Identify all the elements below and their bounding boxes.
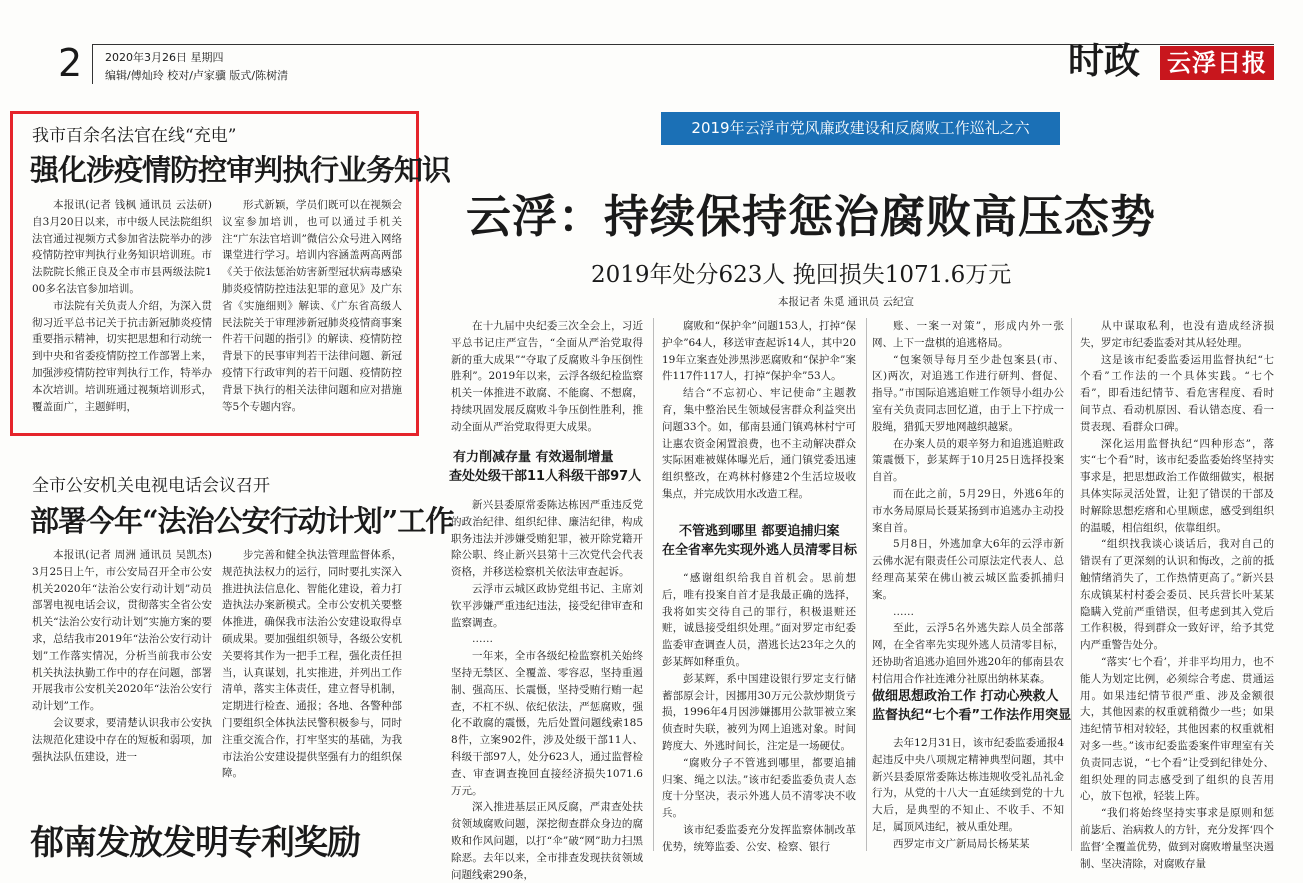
paragraph: 在办案人员的艰辛努力和追逃追赃政策震慑下，彭某辉于10月25日选择投案自首。: [872, 437, 1064, 484]
article2-headline: 部署今年“法治公安行动计划”工作: [30, 504, 454, 538]
paragraph: 形式新颖，学员们既可以在视频会议室参加培训，也可以通过手机关注“广东法官培训”微信公众号进入网络课堂进行学习。培训内容涵盖两高两部《关于依法惩治妨害新型冠状病毒感染肺炎疫情防控违法犯罪的意见》及广东省《实施细则》解读、《广东省高级人民法院关于审理涉新冠肺炎疫情商事案件若干问题的指引》的解读、疫情防控背景下的民事审判若干法律问题、新冠疫情下行政审判的若干问题、疫情防控背景下执行的相关法律问题和应对措施等5个专题内容。: [222, 199, 402, 413]
paragraph: 在十九届中央纪委三次全会上，习近平总书记庄严宣告，“全面从严治党取得新的重大成果”“夺取了反腐败斗争压倒性胜利”。2019年以来，云浮各级纪检监察机关一体推进不敢腐、不能腐、不想腐，持续巩固发展反腐败斗争压倒性胜利，推动全面从严治党取得更大成果。: [451, 320, 643, 433]
paragraph: 该市纪委监委充分发挥监察体制改革优势，统筹监委、公安、检察、银行: [662, 823, 856, 853]
paragraph: 结合“不忘初心、牢记使命”主题教育，集中整治民生领域侵害群众利益突出问题33个。如，郁南县通门镇鸡林村宁可让惠农资金闲置浪费，也不主动解决群众实际困难被媒体曝光后，通门镇党委迅速组织整改，在鸡林村修建2个生活垃圾收集点，并完成饮用水改造工程。: [662, 387, 856, 500]
paragraph: 5月8日，外逃加拿大6年的云浮市新云佛水泥有限责任公司原法定代表人、总经理高某荣在佛山被云城区监委抓捕归案。: [872, 538, 1064, 601]
editor-credits: 编辑/傅灿玲 校对/卢家骥 版式/陈树清: [105, 69, 289, 82]
feature-subhead-3b: 监督执纪“七个看”工作法作用突显: [872, 708, 1072, 723]
feature-column-3b: [872, 735, 1064, 851]
header-divider: [92, 44, 93, 84]
article1-kicker: 我市百余名法官在线“充电”: [32, 126, 237, 146]
feature-subtitle: 2019年处分623人 挽回损失1071.6万元: [591, 262, 1012, 288]
feature-column-1a: [451, 318, 643, 436]
paragraph: 账、一案一对策”，形成内外一张网、上下一盘棋的追逃格局。: [872, 320, 1064, 349]
paragraph: 深化运用监督执纪“四种形态”，落实“七个看”时，该市纪委监委始终坚持实事求是，把思想政治工作做细做实，根据具体实际灵活处置，让犯了错误的干部及时解除思想疙瘩和心里顾虑，感受到组织的温暖，相信组织，依靠组织。: [1080, 437, 1274, 534]
article2-column-1: [32, 547, 212, 779]
article1-column-2: [222, 197, 402, 429]
paragraph: 至此，云浮5名外逃失踪人员全部落网，在全省率先实现外逃人员清零目标，还协助省追逃办追回外逃20年的郁南县农村信用合作社连滩分社原出纳林某森。: [872, 622, 1064, 685]
article2-column-2: [222, 547, 402, 779]
paragraph: 新兴县委原常委陈达栋因严重违反党的政治纪律、组织纪律、廉洁纪律，构成职务违法并涉嫌受贿犯罪，被开除党籍开除公职、终止新兴县第十三次党代会代表资格，并移送检察机关依法审查起诉。: [451, 499, 643, 579]
column-rule: [866, 318, 867, 851]
paragraph: 本报讯(记者 钱枫 通讯员 云法研)自3月20日以来，市中级人民法院组织法官通过视频方式参加省法院举办的涉疫情防控审判执行业务知识培训班。市法院院长熊正良及全市市县两级法院100多名法官参加培训。: [32, 199, 212, 295]
paragraph: 腐败和“保护伞”问题153人，打掉“保护伞”64人，移送审查起诉14人，其中2019年立案查处涉黑涉恶腐败和“保护伞”案件117件117人，打掉“保护伞”53人。: [662, 320, 856, 383]
page-number: 2: [58, 41, 83, 85]
feature-subhead-2: 不管逃到哪里 都要追捕归案: [679, 524, 840, 539]
paragraph: 本报讯(记者 周洲 通讯员 吴凯杰)3月25日上午，市公安局召开全市公安机关2020年“法治公安行动计划”动员部署电视电话会议，贯彻落实全省公安机关“法治公安行动计划”实施方案的要求，总结我市2019年“法治公安行动计划”工作落实情况，分析当前我市公安机关执法执勤工作中的存在问题，部署开展我市公安机关2020年“法治公安行动计划”工作。: [32, 549, 212, 713]
feature-subhead-1b: 查处处级干部11人科级干部97人: [449, 469, 642, 484]
feature-column-3a: [872, 318, 1064, 685]
paragraph: 深入推进基层正风反腐，严肃查处扶贫领域腐败问题，深挖彻查群众身边的腐败和作风问题，以打“伞”破“网”助力扫黑除恶。去年以来，全市排查发现扶贫领域问题线索290条，: [451, 801, 643, 881]
series-banner: 2019年云浮市党风廉政建设和反腐败工作巡礼之六: [661, 112, 1060, 145]
paragraph: ……: [893, 605, 914, 618]
feature-column-2a: [662, 318, 856, 512]
column-rule: [653, 318, 654, 851]
paragraph: “感谢组织给我自首机会。思前想后，唯有投案自首才是我最正确的选择，我将如实交待自己的罪行，积极退赃还赃，诚恳接受组织处理。”面对罗定市纪委监委审查调查人员，潜逃长达23年之久的彭某辉如释重负。: [662, 572, 856, 668]
feature-column-4: [1080, 318, 1274, 870]
paragraph: 一年来，全市各级纪检监察机关始终坚持无禁区、全覆盖、零容忍，坚持重遏制、强高压、长震慑，坚持受贿行贿一起查，不杠不纵、依纪依法，严惩腐败，强化不敢腐的震慑，先后处置问题线索1858件，立案902件，涉及处级干部11人、科级干部97人，处分623人，通过监督检查、审查调查挽回直接经济损失1071.6万元。: [451, 650, 643, 797]
article1-column-1: [32, 197, 212, 429]
issue-date: 2020年3月26日 星期四: [105, 51, 224, 64]
paragraph: 市法院有关负责人介绍，为深入贯彻习近平总书记关于抗击新冠肺炎疫情重要指示精神，切实把思想和行动统一到中央和省委疫情防控工作部署上来，加强涉疫情防控审判执行工作，特举办本次培训。培训班通过视频培训形式，覆盖面广，主题鲜明，: [32, 299, 212, 413]
paragraph: 从中谋取私利，也没有造成经济损失，罗定市纪委监委对其从轻处理。: [1080, 320, 1274, 349]
article3-headline: 郁南发放发明专利奖励: [30, 823, 360, 863]
feature-byline: 本报记者 朱觅 通讯员 云纪宣: [778, 296, 915, 308]
paragraph: 彭某辉，系中国建设银行罗定支行储蓄部原会计，因挪用30万元公款炒期货亏损，1996年4月因涉嫌挪用公款罪被立案侦查时失联，被列为网上追逃对象。时间跨度大、外逃时间长，注定是一场硬仗。: [662, 672, 856, 752]
paragraph: 会议要求，要清楚认识我市公安执法规范化建设中存在的短板和弱项，加强执法队伍建设，进一: [32, 716, 212, 763]
paragraph: “落实‘七个看’，并非平均用力，也不能人为划定比例，必须综合考虑、贯通运用。如果违纪情节很严重、涉及金额很大，其他因素的权重就稍微少一些；如果违纪情节相对较轻，其他因素的权重就相对多一些。”该市纪委监委案件审理室有关负责同志说，“七个看”让受到纪律处分、组织处理的同志感受到了组织的良苦用心，放下包袱，轻装上阵。: [1080, 655, 1274, 803]
column-rule: [1071, 318, 1072, 851]
paragraph: “我们将始终坚持实事求是原则和惩前毖后、治病救人的方针，充分发挥‘四个监督’全覆盖优势，做到对腐败增量坚决遏制、坚决清除，对腐败存量: [1080, 807, 1274, 870]
section-title: 时政: [1068, 41, 1141, 82]
paragraph: 西罗定市文广新局局长杨某某: [893, 837, 1030, 850]
paragraph: 这是该市纪委监委运用监督执纪“七个看”工作法的一个具体实践。“七个看”，即看违纪情节、看危害程度、看时间节点、看动机原因、看认错态度、看一贯表现、看群众口碑。: [1080, 353, 1274, 433]
feature-subhead-3: 做细思想政治工作 打动心殃救人: [872, 689, 1059, 704]
feature-column-2b: [662, 570, 856, 851]
paragraph: ……: [472, 633, 493, 646]
paragraph: “组织找我谈心谈话后，我对自己的错误有了更深刻的认识和悔改，之前的抵触情绪消失了，工作热情更高了。”新兴县东成镇某村村委会委员、民兵营长叶某某隐瞒入党前严重错误，但考虑到其入党后工作积极，得到群众一致好评，给予其党内严重警告处分。: [1080, 538, 1274, 652]
paragraph: 而在此之前，5月29日，外逃6年的市水务局原局长聂某扬到市追逃办主动投案自首。: [872, 487, 1064, 534]
masthead-logo: 云浮日报: [1160, 46, 1274, 80]
feature-headline: 云浮：持续保持惩治腐败高压态势: [466, 190, 1157, 243]
article1-headline: 强化涉疫情防控审判执行业务知识: [30, 153, 451, 187]
article2-kicker: 全市公安机关电视电话会议召开: [32, 476, 270, 496]
paragraph: “腐败分子不管逃到哪里，都要追捕归案、绳之以法。”该市纪委监委负责人态度十分坚决，表示外逃人员不清零决不收兵。: [662, 756, 856, 820]
feature-column-1b: [451, 497, 643, 881]
paragraph: 去年12月31日，该市纪委监委通报4起违反中央八项规定精神典型问题，其中新兴县委原常委陈达栋违规收受礼品礼金行为，从党的十八大一直延续到党的十九大后，是典型的不知止、不收手、不知足，属顶风违纪，被从重处理。: [872, 737, 1064, 833]
paragraph: 步完善和健全执法管理监督体系，规范执法权力的运行，同时要扎实深入推进执法信息化、智能化建设，着力打造执法办案新模式。全市公安机关要整体推进，确保我市法治公安建设取得卓硕成果。要加强组织领导，各级公安机关要将其作为一把手工程，强化责任担当，认真谋划，扎实推进，并列出工作清单，落实主体责任，建立督导机制，定期进行检查、通报；各地、各警种部门要组织全体执法民警积极参与，同时注重交流合作，打牢坚实的基础，为我市法治公安建设提供坚强有力的组织保障。: [222, 549, 402, 780]
paragraph: “包案领导每月至少赴包案县(市、区)两次，对追逃工作进行研判、督促、指导。”市国际追逃追赃工作领导小组办公室有关负责同志回忆道，由于上下拧成一股绳，猎狐天罗地网越织越紧。: [872, 353, 1064, 433]
paragraph: 云浮市云城区政协党组书记、主席刘钦平涉嫌严重违纪违法，接受纪律审查和监察调查。: [451, 582, 643, 629]
feature-subhead-1: 有力削减存量 有效遏制增量: [453, 450, 614, 465]
feature-subhead-2b: 在全省率先实现外逃人员清零目标: [662, 543, 858, 558]
